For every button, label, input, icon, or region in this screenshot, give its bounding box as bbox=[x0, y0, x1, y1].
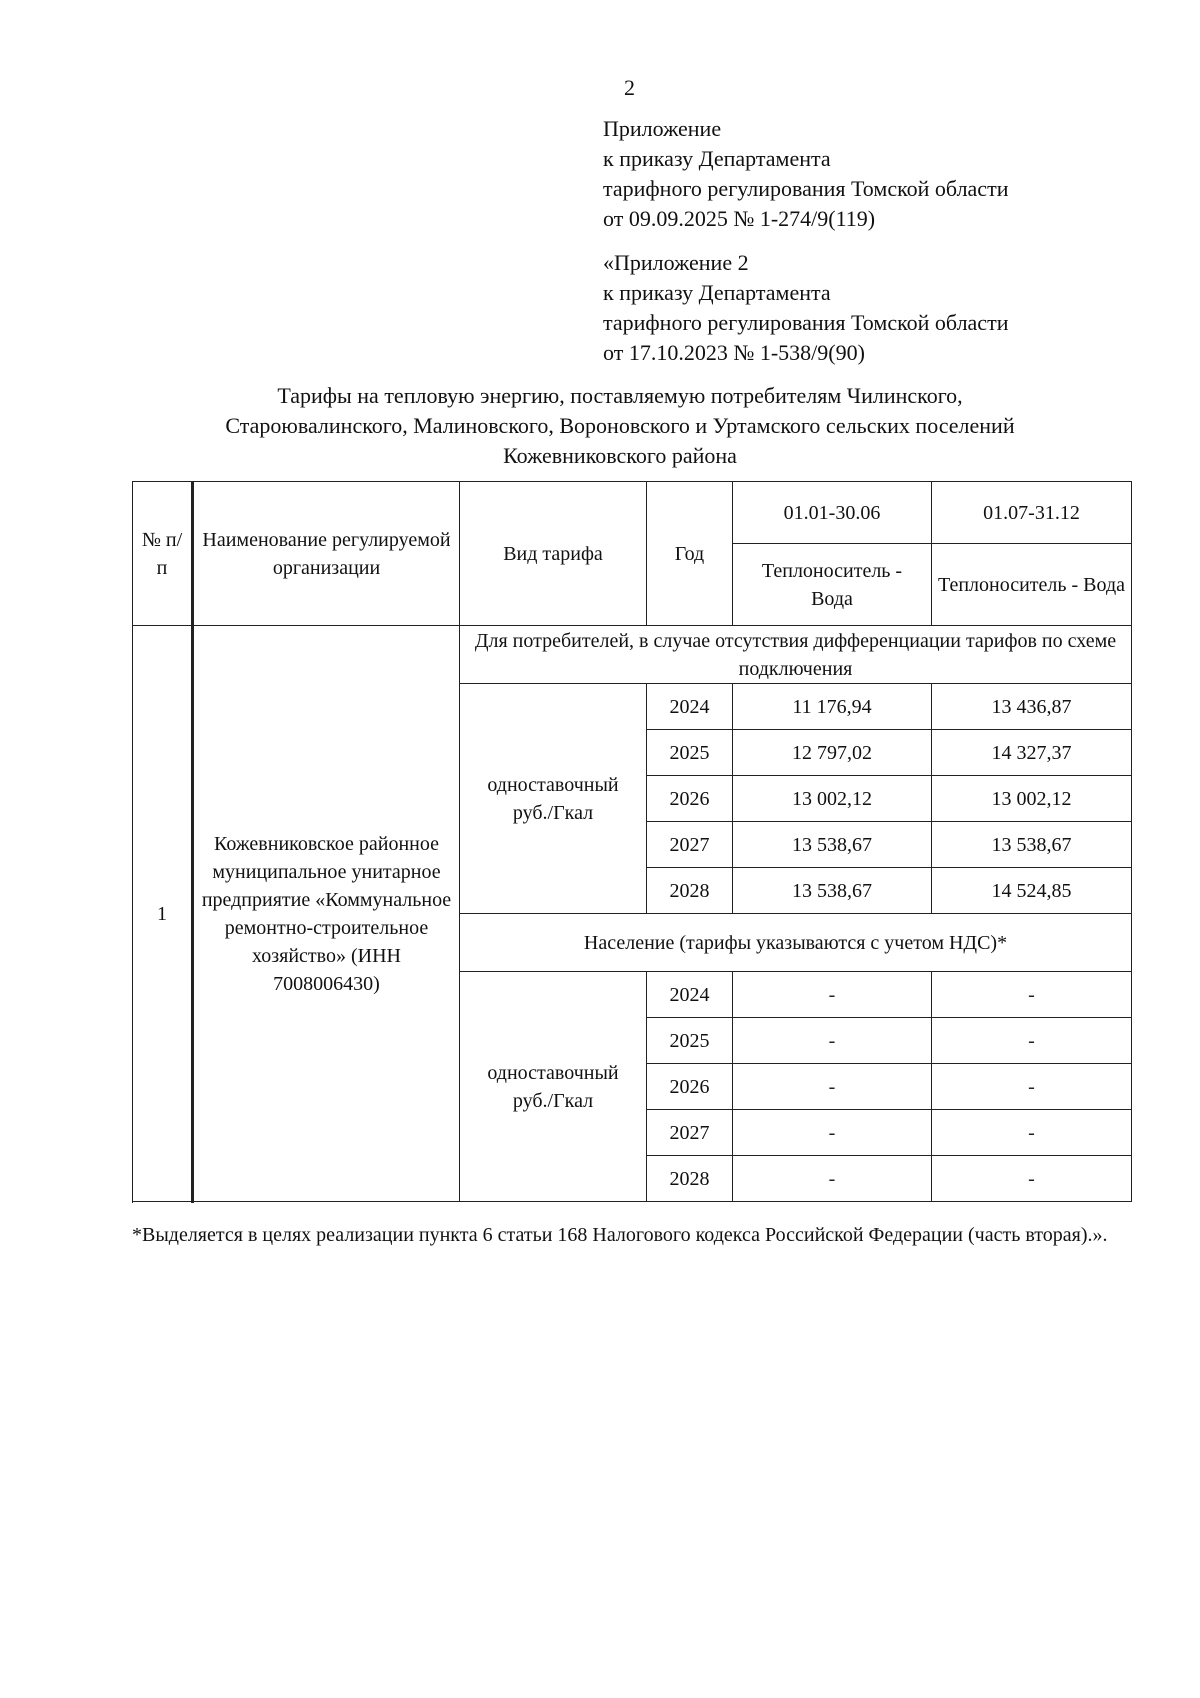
tariff-type: одноставочный руб./Гкал bbox=[460, 972, 647, 1202]
tariff-value: - bbox=[932, 1156, 1132, 1202]
title-line: Тарифы на тепловую энергию, поставляемую потребителям Чилинского, bbox=[277, 383, 963, 408]
tariff-value: - bbox=[733, 1064, 932, 1110]
header-carrier-1: Теплоноситель - Вода bbox=[733, 544, 932, 626]
header-period-1: 01.01-30.06 bbox=[733, 482, 932, 544]
tariff-value: 13 538,67 bbox=[932, 822, 1132, 868]
appendix-current-header bbox=[603, 114, 1163, 234]
year-cell: 2027 bbox=[647, 1110, 733, 1156]
appendix-line: Приложение bbox=[603, 116, 722, 141]
page-number: 2 bbox=[624, 75, 635, 100]
tariff-value: 13 002,12 bbox=[932, 776, 1132, 822]
appendix-line: «Приложение 2 bbox=[603, 250, 749, 275]
row-number: 1 bbox=[133, 626, 193, 1202]
header-period-2: 01.07-31.12 bbox=[932, 482, 1132, 544]
header-tariff-type: Вид тарифа bbox=[460, 482, 647, 626]
year-cell: 2026 bbox=[647, 776, 733, 822]
appendix-line: к приказу Департамента bbox=[603, 146, 831, 171]
tariff-value: 12 797,02 bbox=[733, 730, 932, 776]
year-cell: 2028 bbox=[647, 1156, 733, 1202]
document-title bbox=[130, 381, 1110, 471]
year-cell: 2026 bbox=[647, 1064, 733, 1110]
header-year: Год bbox=[647, 482, 733, 626]
tariff-value: 13 538,67 bbox=[733, 868, 932, 914]
year-cell: 2024 bbox=[647, 972, 733, 1018]
tariff-value: - bbox=[733, 972, 932, 1018]
tariff-value: - bbox=[932, 972, 1132, 1018]
tariff-value: - bbox=[733, 1156, 932, 1202]
tariff-value: - bbox=[932, 1110, 1132, 1156]
appendix-line: от 09.09.2025 № 1-274/9(119) bbox=[603, 206, 876, 231]
organization-name: Кожевниковское районное муниципальное унитарное предприятие «Коммунальное ремонтно-строительное хозяйство» (ИНН 7008006430) bbox=[193, 626, 460, 1202]
tariff-value: - bbox=[932, 1018, 1132, 1064]
header-organization: Наименование регулируемой организации bbox=[193, 482, 460, 626]
year-cell: 2025 bbox=[647, 1018, 733, 1064]
year-cell: 2027 bbox=[647, 822, 733, 868]
footnote: *Выделяется в целях реализации пункта 6 статьи 168 Налогового кодекса Российской Федерации (часть вторая).». bbox=[132, 1224, 1108, 1246]
tariff-value: 13 002,12 bbox=[733, 776, 932, 822]
header-number: № п/п bbox=[133, 482, 193, 626]
tariff-table bbox=[132, 481, 1132, 1202]
tariff-value: 13 538,67 bbox=[733, 822, 932, 868]
section-caption: Для потребителей, в случае отсутствия дифференциации тарифов по схеме подключения bbox=[460, 626, 1132, 684]
year-cell: 2024 bbox=[647, 684, 733, 730]
appendix-line: тарифного регулирования Томской области bbox=[603, 310, 1009, 335]
year-cell: 2025 bbox=[647, 730, 733, 776]
appendix-original-header bbox=[603, 248, 1163, 368]
tariff-value: - bbox=[733, 1110, 932, 1156]
tariff-type: одноставочный руб./Гкал bbox=[460, 684, 647, 914]
appendix-line: тарифного регулирования Томской области bbox=[603, 176, 1009, 201]
tariff-value: 14 524,85 bbox=[932, 868, 1132, 914]
year-cell: 2028 bbox=[647, 868, 733, 914]
tariff-value: 14 327,37 bbox=[932, 730, 1132, 776]
header-carrier-2: Теплоноситель - Вода bbox=[932, 544, 1132, 626]
tariff-value: 11 176,94 bbox=[733, 684, 932, 730]
title-line: Кожевниковского района bbox=[503, 443, 737, 468]
tariff-value: - bbox=[733, 1018, 932, 1064]
appendix-line: к приказу Департамента bbox=[603, 280, 831, 305]
tariff-value: - bbox=[932, 1064, 1132, 1110]
tariff-value: 13 436,87 bbox=[932, 684, 1132, 730]
section-caption: Население (тарифы указываются с учетом НДС)* bbox=[460, 914, 1132, 972]
appendix-line: от 17.10.2023 № 1-538/9(90) bbox=[603, 340, 865, 365]
title-line: Староювалинского, Малиновского, Вороновского и Уртамского сельских поселений bbox=[225, 413, 1015, 438]
